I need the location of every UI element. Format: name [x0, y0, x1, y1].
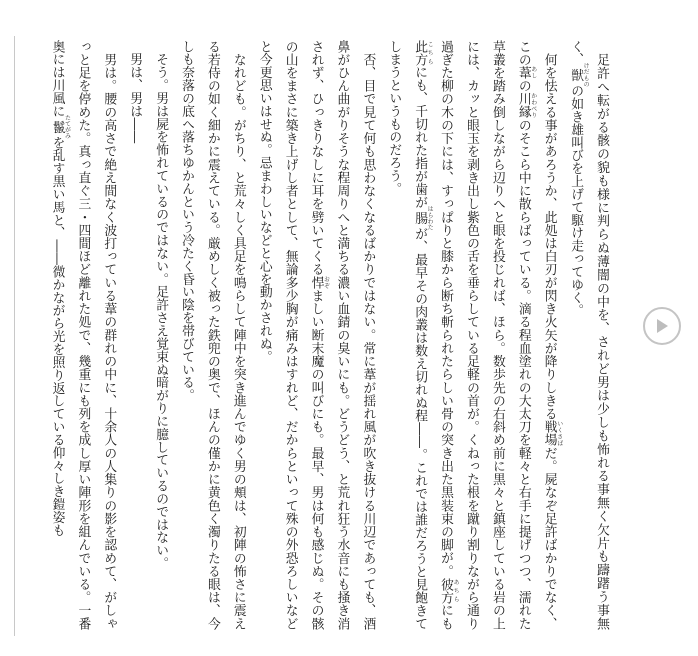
paragraph — [147, 40, 173, 630]
text-run: そう。男は屍を怖れているのではない。足許さえ覚束ぬ暗がりに臆しているのではない。 — [153, 52, 169, 570]
paragraph — [173, 40, 251, 630]
ruby-annotation — [412, 205, 434, 231]
ruby-reading: はらわた — [426, 205, 434, 231]
ruby-annotation — [541, 420, 563, 447]
ruby-annotation — [568, 62, 590, 88]
next-page-button[interactable] — [643, 307, 681, 345]
ruby-annotation — [412, 40, 434, 66]
ruby-base: 腸 — [412, 205, 428, 231]
ruby-annotation — [515, 92, 537, 119]
ruby-reading: あちら — [452, 577, 460, 604]
paragraph — [121, 40, 147, 630]
text-run: にも、千切れた指が歯が — [412, 65, 428, 209]
ruby-base: 川縁 — [515, 92, 531, 119]
ruby-base: 此方 — [412, 40, 428, 66]
text-run: の如き雄叫びを上げて駆け走ってゆく。 — [568, 84, 584, 317]
paragraph — [251, 40, 381, 630]
page-edge-line — [14, 36, 15, 636]
paragraph — [562, 40, 614, 630]
ruby-base: 鬣 — [49, 114, 65, 140]
ruby-base: 彼方 — [438, 577, 454, 604]
paragraph — [380, 40, 562, 630]
text-run: 何を怯える事があろうか、此処は白刃が閃き火矢が降りしきる — [541, 53, 557, 421]
text-run: のそこら中に散らばっている。滴る程血塗れの大太刀を軽々と右手に提げつつ、濡れた草叢を踏み倒しながら辺りへと眼を投じれば、ほら。数歩先の右斜め前に黒々と鎮座している岩の上には、カッと眼玉を剥き出し紫色の舌を垂らしている足軽の首が。くねった根を蹴り割りながら通り過ぎた柳の木の下には、すっぱりと膝から断ち斬られたらしい骨の突き出た黒装束の脚が。 — [438, 40, 531, 631]
text-run: が、最早その肉叢は数え切れぬ程――。これでは誰だろうと見飽きてしまうというものだろう。 — [386, 40, 428, 631]
ruby-base: 獣 — [568, 62, 584, 88]
text-run: 足許へ転がる骸の貌も様に判らぬ薄闇の中を、されど男は少しも怖れる事無く欠片も躊躇う事無く、 — [568, 40, 609, 630]
ruby-reading: こちら — [426, 40, 434, 66]
text-run: を乱す黒い馬と、――微かながら光を照り返している仰々しき鎧姿も — [49, 136, 65, 537]
ruby-reading: たてがみ — [63, 114, 71, 140]
vertical-text-body — [49, 40, 614, 631]
ruby-annotation — [49, 114, 71, 140]
text-run: 否、目で見て何も思わなくなるばかりではない。常に葦が揺れ風が吹き抜ける川辺であっても、酒鼻がひん曲がりそうな程周りへと満ちる濃い血錆の臭いにも。どうどう、と荒れ狂う水音にも掻き消されず、ひっきりなしに耳を劈いてくる — [308, 40, 376, 631]
ruby-annotation — [438, 577, 460, 604]
ruby-annotation — [308, 276, 330, 290]
play-triangle-icon — [654, 317, 670, 335]
ruby-reading: おぞ — [322, 276, 330, 290]
text-run: 男は。腰の高さで絶え間なく波打っている葦の群れの中に、十余人の人集りの影を認めて、がしゃっと足を停めた。真っ直ぐ三・四間ほど離れた処で、幾重にも列を成し厚い陣形を組んでいる。一番奥には川風に — [49, 40, 117, 631]
ruby-base: 悍 — [308, 276, 324, 290]
ruby-reading: いくさば — [555, 420, 563, 447]
ruby-reading: あし — [529, 66, 537, 80]
text-run: ましい断末魔の叫びにも。最早、男は何も感じぬ。その骸の山をまさに築き上げし者として、無論多少胸が痛みはすれど、だからといって殊の外恐ろしいなどと今更思いはせぬ。忌まわしいなどと心を動かされぬ。 — [256, 40, 324, 631]
ruby-annotation — [515, 66, 537, 80]
ruby-reading: かわべり — [529, 92, 537, 119]
ruby-base: 葦 — [515, 66, 531, 80]
text-run: の — [515, 79, 531, 93]
text-run: なれども。がちり、と荒々しく具足を鳴らして陣中を突き進んでゆく男の頬は、初陣の怖さに震える若侍の如く細かに震えている。厳めしく被った鉄兜の奥で、ほんの僅かに黄色く濁りたる眼は、今しも奈落の底へ落ちゆかんという冷たく昏い陰を帯びている。 — [179, 40, 246, 631]
page — [49, 40, 614, 640]
ruby-reading: けだもの — [582, 62, 590, 88]
text-run: にも — [438, 603, 454, 630]
text-run: 男は、男は―― — [127, 52, 143, 144]
text-run: だ。屍なぞ足許ばかりでなく、この — [515, 40, 557, 630]
paragraph — [44, 40, 122, 630]
ruby-base: 戦場 — [541, 420, 557, 447]
